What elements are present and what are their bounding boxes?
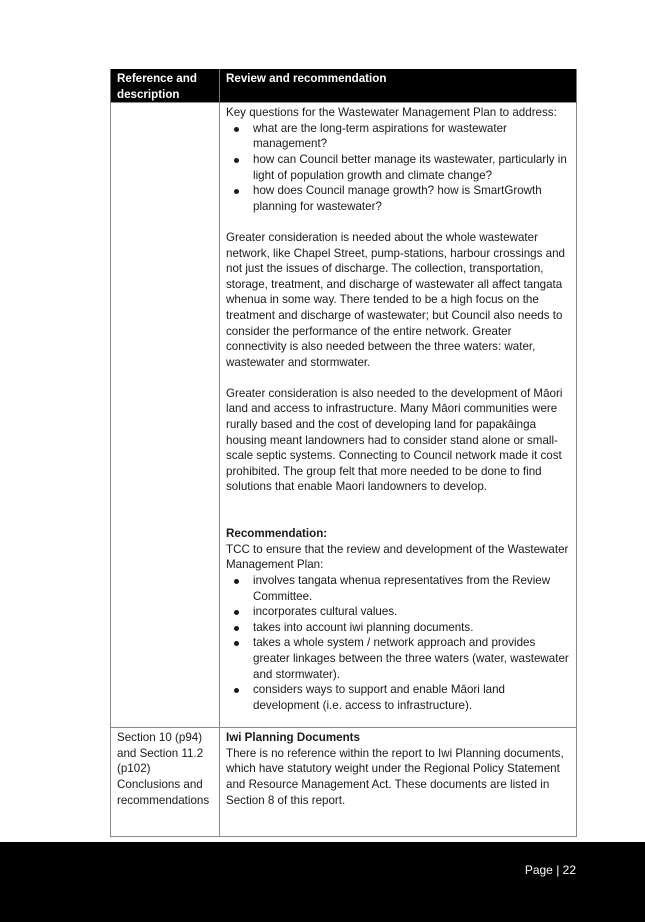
network-paragraph: Greater consideration is needed about the whole wastewater network, like Chapel Street, pump-stations, harbour crossings and not just the issues of discharge. The collection, transportation, storage, treatment, and discharge of wastewater all affect tangata whenua in some way. There tended to be a high focus on the treatment and discharge of wastewater; but Council also needs to consider the performance of the entire network. Greater connectivity is also needed between the three waters: water, wastewater and stormwater. — [226, 230, 565, 369]
recommendations-list — [226, 573, 570, 713]
column-header-review: Review and recommendation — [220, 69, 577, 103]
page-number: Page | 22 — [524, 863, 576, 877]
reference-cell — [111, 103, 220, 728]
list-item: takes a whole system / network approach and provides greater linkages between the three waters (water, wastewater and stormwater). — [253, 636, 569, 681]
iwi-planning-heading: Iwi Planning Documents — [226, 731, 360, 745]
table-row — [111, 728, 577, 837]
reference-cell: Section 10 (p94) and Section 11.2 (p102) Conclusions and recommendations — [111, 728, 220, 837]
list-item: how can Council better manage its wastewater, particularly in light of population growth and climate change? — [253, 152, 570, 183]
maori-land-paragraph: Greater consideration is also needed to the development of Māori land and access to infrastructure. Many Māori communities were rurally based and the cost of developing land for papakāinga housing meant landowners had to consider stand alone or small-scale septic systems. Connecting to Council network made it cost prohibited. The group felt that more needed to be done to find solutions that enable Maori landowners to develop. — [226, 386, 563, 494]
table-row — [111, 103, 577, 728]
list-item: how does Council manage growth? how is SmartGrowth planning for wastewater? — [253, 183, 570, 214]
iwi-planning-body: There is no reference within the report to Iwi Planning documents, which have statutory weight under the Regional Policy Statement and Resource Management Act. These documents are listed in Section 8 of this report. — [226, 746, 564, 807]
table-header-row — [111, 69, 577, 103]
list-item: involves tangata whenua representatives from the Review Committee. — [253, 573, 570, 604]
recommendation-intro: TCC to ensure that the review and development of the Wastewater Management Plan: — [226, 542, 569, 572]
list-item: considers ways to support and enable Māori land development (i.e. access to infrastructure). — [253, 682, 570, 713]
list-item: what are the long-term aspirations for wastewater management? — [253, 121, 570, 152]
list-item: incorporates cultural values. — [253, 604, 570, 620]
questions-list — [226, 121, 570, 215]
questions-intro: Key questions for the Wastewater Management Plan to address: — [226, 106, 557, 120]
recommendation-heading: Recommendation: — [226, 527, 328, 541]
column-header-reference: Reference and description — [111, 69, 220, 103]
review-table — [110, 69, 577, 837]
list-item: takes into account iwi planning documents. — [253, 620, 570, 636]
review-cell — [220, 728, 577, 837]
review-cell — [220, 103, 577, 728]
page-footer — [0, 842, 645, 922]
